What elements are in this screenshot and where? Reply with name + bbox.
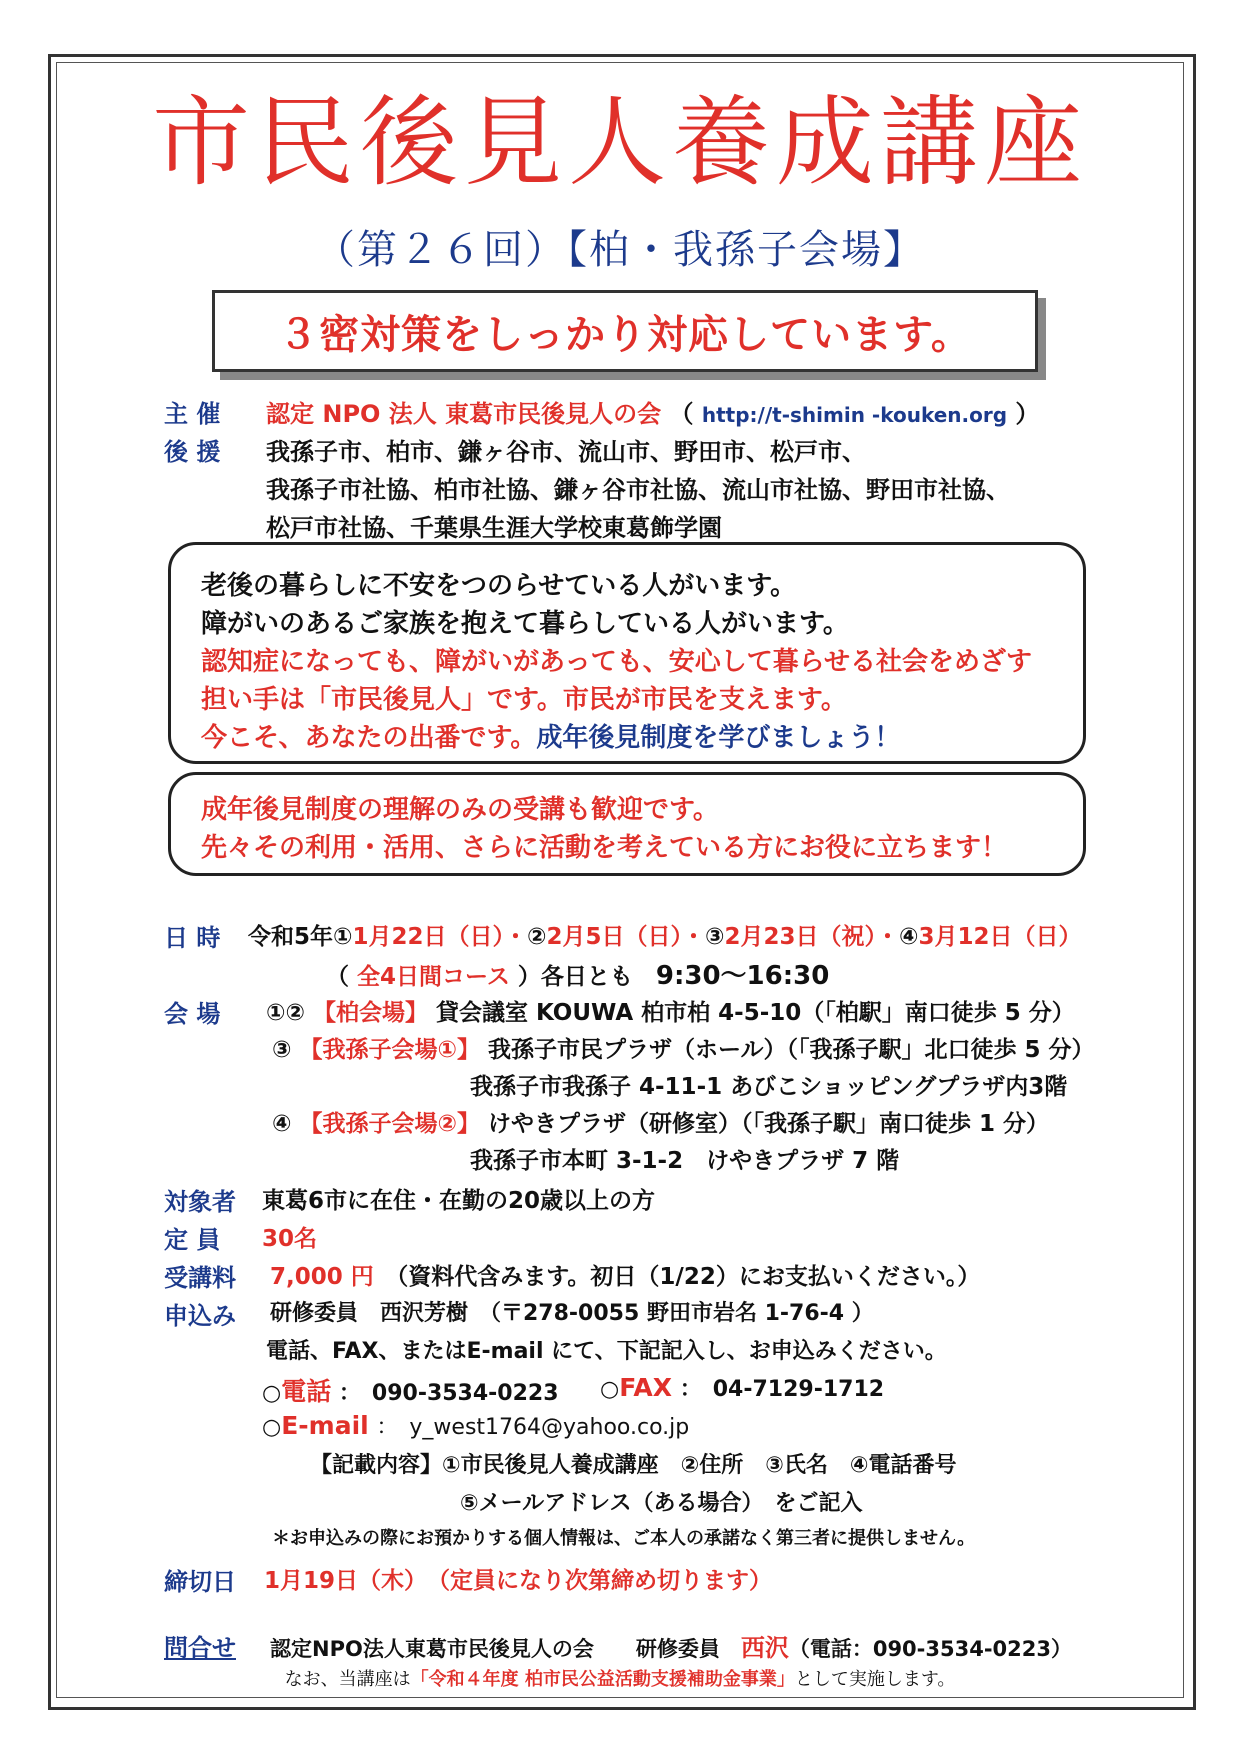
appeal-line-1: 老後の暮らしに不安をつのらせている人がいます。 (201, 571, 797, 601)
flyer-title: 市民後見人養成講座 (151, 86, 1088, 200)
footer-note (0, 1665, 1240, 1691)
fax-label: FAX (619, 1373, 673, 1402)
tel-number[interactable]: ： 090-3534-0223 (338, 1381, 559, 1406)
footer-prefix: なお、当講座は (284, 1669, 411, 1690)
mail-label: E-mail (281, 1411, 369, 1440)
course-open: （ (326, 964, 358, 990)
schedule-label: 日 時 (164, 924, 221, 952)
flyer-subtitle: （第２６回）【柏・我孫子会場】 (315, 227, 925, 273)
tel-bullet: ○ (262, 1381, 282, 1406)
session-2-date: 2月5日（日） (546, 924, 683, 950)
venue-3-detail: けやきプラザ（研修室）（「我孫子駅」南口徒歩 1 分） (488, 1111, 1050, 1137)
session-3-num: ③ (705, 924, 725, 950)
fee-note: （資料代含みます。初日（1/22）にお支払いください。） (396, 1264, 981, 1290)
welcome-line-2: 先々その利用・活用、さらに活動を考えている方にお役に立ちます！ (201, 833, 1008, 863)
session-2-num: ② (527, 924, 547, 950)
mail-bullet: ○ (262, 1415, 282, 1440)
inquiry-tel: （電話：090-3534-0223） (788, 1637, 1072, 1661)
welcome-line-1: 成年後見制度の理解のみの受講も歓迎です。 (201, 795, 719, 825)
session-4-num: ④ (899, 924, 919, 950)
session-sep-2: ・ (682, 924, 706, 950)
venue-3-num: ④ (272, 1111, 292, 1137)
course-time: 9:30〜16:30 (655, 961, 830, 991)
fee-value: 7,000 円 (270, 1264, 374, 1290)
schedule-dates (248, 918, 1082, 951)
fee-label: 受講料 (164, 1264, 236, 1292)
appeal-line-2: 障がいのあるご家族を抱えて暮らしている人がいます。 (201, 609, 849, 639)
apply-method: 電話、FAX、またはE-mail にて、下記記入し、お申込みください。 (266, 1339, 947, 1364)
session-1-num: ① (333, 924, 353, 950)
appeal-line-5-red: 今こそ、あなたの出番です。 (201, 723, 537, 753)
deadline-value: 1月19日（木） （定員になり次第締め切ります） (264, 1568, 773, 1594)
session-3-date: 2月23日（祝） (724, 924, 877, 950)
course-length: 全4日間コース (357, 964, 510, 990)
tel-label: 電話 (281, 1377, 332, 1406)
inquiry-name: 西沢 (740, 1634, 789, 1662)
inquiry-line (270, 1628, 1072, 1663)
session-1-date: 1月22日（日） (352, 924, 505, 950)
venue-3-address: 我孫子市本町 3-1-2 けやきプラザ 7 階 (470, 1148, 900, 1174)
session-sep-3: ・ (876, 924, 900, 950)
course-close: ）各日とも (509, 964, 633, 990)
message-box-appeal (168, 542, 1086, 764)
venue-2-detail: 我孫子市民プラザ（ホール）（「我孫子駅」北口徒歩 5 分） (488, 1037, 1095, 1063)
venue-2-num: ③ (272, 1037, 292, 1063)
inquiry-label: 問合せ (164, 1634, 236, 1662)
fax-number: ： 04-7129-1712 (679, 1377, 885, 1402)
sponsor-line: 認定 NPO 法人 東葛市民後見人の会 （ http://t-shimin -kouken.org ） (266, 400, 1040, 428)
venue-label: 会 場 (164, 1000, 221, 1028)
footer-highlight: 「令和４年度 柏市民公益活動支援補助金事業」 (410, 1669, 795, 1690)
venue-2 (272, 1031, 1095, 1064)
privacy-note: ＊お申込みの際にお預かりする個人情報は、ご本人の承諾なく第三者に提供しません。 (272, 1528, 976, 1549)
apply-items-1: 【記載内容】①市民後見人養成講座 ②住所 ③氏名 ④電話番号 (310, 1453, 957, 1478)
venue-1-name: 【柏会場】 (312, 1000, 428, 1026)
inquiry-org: 認定NPO法人東葛市民後見人の会 研修委員 (270, 1637, 720, 1661)
capacity-value: 30名 (262, 1226, 318, 1252)
apply-tel (262, 1372, 559, 1408)
schedule-course (326, 955, 829, 992)
venue-3-name: 【我孫子会場②】 (299, 1111, 480, 1137)
venue-1 (266, 994, 1075, 1027)
venue-2-name: 【我孫子会場①】 (299, 1037, 480, 1063)
mail-address[interactable]: ： y_west1764@yahoo.co.jp (376, 1415, 690, 1440)
apply-contact: 研修委員 西沢芳樹 （〒278-0055 野田市岩名 1-76-4 ） (270, 1301, 874, 1326)
session-4-date: 3月12日（日） (918, 924, 1082, 950)
support-line-2: 我孫子市社協、柏市社協、鎌ヶ谷市社協、流山市社協、野田市社協、 (266, 476, 1010, 504)
covid-notice-text: ３密対策をしっかり対応しています。 (278, 311, 972, 358)
fax-bullet: ○ (600, 1377, 620, 1402)
appeal-line-4: 担い手は「市民後見人」です。市民が市民を支えます。 (201, 685, 847, 715)
fee-line (270, 1258, 980, 1291)
apply-mail (262, 1410, 689, 1441)
sponsor-url[interactable]: http://t-shimin -kouken.org (701, 403, 1008, 427)
appeal-line-5-blue: 成年後見制度を学びましょう！ (536, 723, 901, 753)
sponsor-org: 認定 NPO 法人 東葛市民後見人の会 (266, 400, 662, 428)
covid-notice-box (212, 290, 1038, 372)
support-label: 後 援 (164, 438, 221, 466)
deadline-label: 締切日 (164, 1568, 236, 1596)
venue-1-detail: 貸会議室 KOUWA 柏市柏 4-5-10（「柏駅」南口徒歩 5 分） (435, 1000, 1075, 1026)
apply-label: 申込み (164, 1302, 236, 1330)
appeal-line-3: 認知症になっても、障がいがあっても、安心して暮らせる社会をめざす (201, 647, 1032, 677)
sponsor-label: 主 催 (164, 400, 221, 428)
footer-suffix: として実施します。 (794, 1669, 956, 1690)
venue-3 (272, 1105, 1049, 1138)
session-sep-1: ・ (504, 924, 528, 950)
apply-items-2: ⑤メールアドレス（ある場合） をご記入 (460, 1491, 863, 1516)
capacity-label: 定 員 (164, 1226, 221, 1254)
appeal-line-5 (201, 717, 900, 754)
schedule-prefix: 令和5年 (248, 924, 334, 950)
target-label: 対象者 (164, 1188, 236, 1216)
message-box-welcome (168, 772, 1086, 876)
target-value: 東葛6市に在住・在勤の20歳以上の方 (262, 1188, 656, 1214)
venue-1-num: ①② (266, 1000, 305, 1026)
support-line-3: 松戸市社協、千葉県生涯大学校東葛飾学園 (266, 514, 722, 542)
apply-fax (600, 1372, 884, 1403)
venue-2-address: 我孫子市我孫子 4-11-1 あびこショッピングプラザ内3階 (470, 1074, 1068, 1100)
support-line-1: 我孫子市、柏市、鎌ヶ谷市、流山市、野田市、松戸市、 (266, 438, 866, 466)
